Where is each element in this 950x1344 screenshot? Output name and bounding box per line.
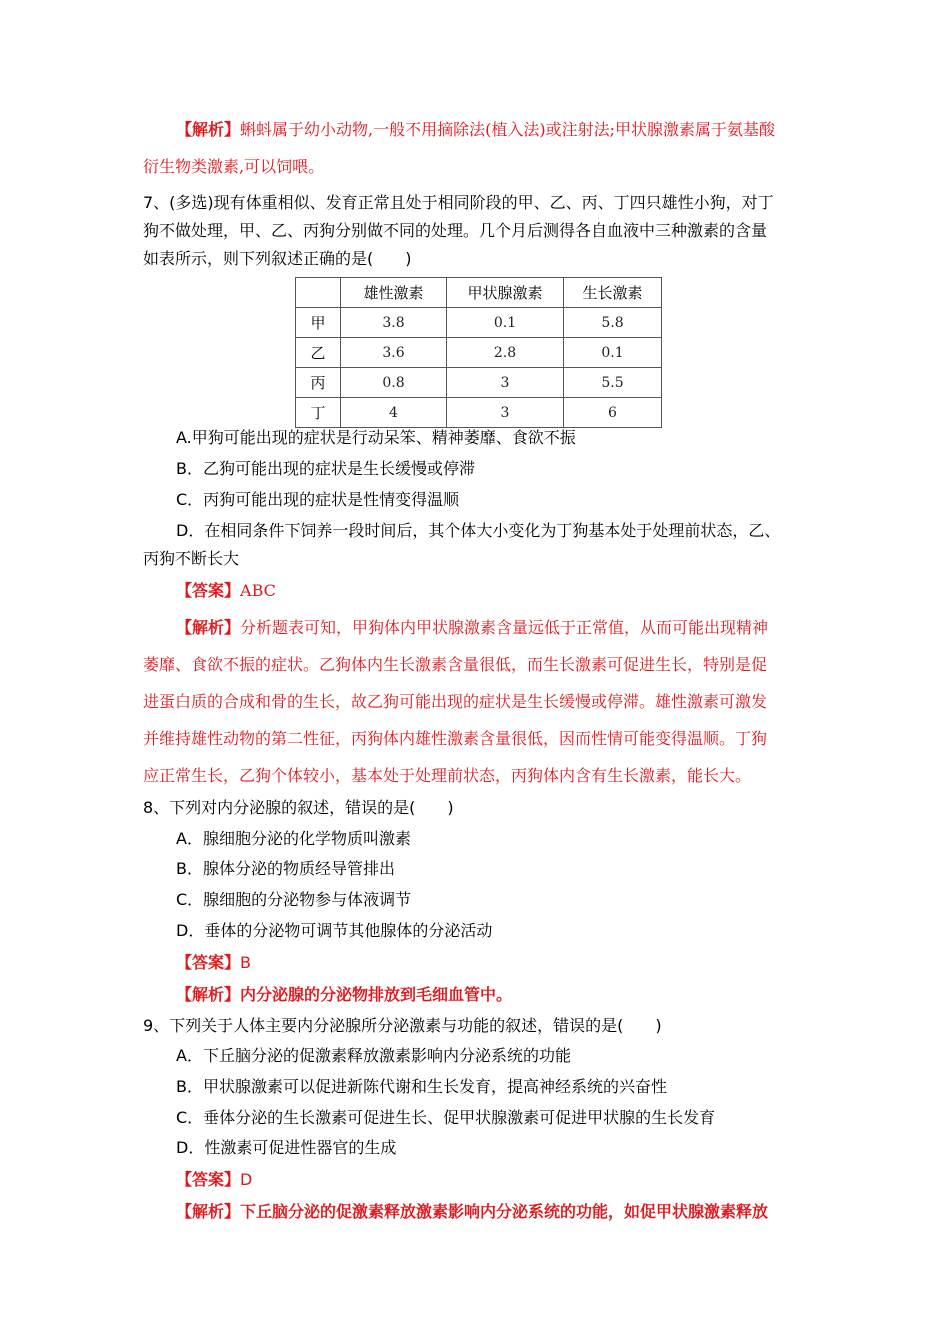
answer-value: ABC [240,581,276,600]
table-cell: 0.1 [564,338,662,368]
q7-option-b: B．乙狗可能出现的症状是生长缓慢或停滞 [176,459,475,478]
table-cell: 丙 [296,368,341,398]
table-cell: 3 [447,398,564,428]
table-cell: 3 [447,368,564,398]
table-cell: 5.8 [564,308,662,338]
table-cell: 0.8 [341,368,447,398]
hormone-table [295,277,662,428]
table-cell: 6 [564,398,662,428]
q7-stem-line2: 狗不做处理，甲、乙、丙狗分别做不同的处理。几个月后测得各自血液中三种激素的含量 [143,221,768,240]
q9-analysis [176,1202,768,1222]
table-row [296,368,662,398]
q7-analysis-line1 [176,618,768,638]
table-header-cell: 生长激素 [564,278,662,308]
answer-label: 【答案】 [176,581,241,600]
q8-option-d: D．垂体的分泌物可调节其他腺体的分泌活动 [176,921,493,940]
analysis-text: 下丘脑分泌的促激素释放激素影响内分泌系统的功能，如促甲状腺激素释放 [240,1202,769,1221]
analysis-label: 【解析】 [176,618,241,637]
q6-analysis-line1 [176,120,775,140]
q8-option-c: C．腺细胞的分泌物参与体液调节 [176,890,412,909]
table-cell: 3.6 [341,338,447,368]
q8-option-a: A．腺细胞分泌的化学物质叫激素 [176,829,411,848]
table-cell: 甲 [296,308,341,338]
q9-option-a: A．下丘脑分泌的促激素释放激素影响内分泌系统的功能 [176,1046,571,1065]
table-cell: 3.8 [341,308,447,338]
q8-option-b: B．腺体分泌的物质经导管排出 [176,859,395,878]
answer-label: 【答案】 [176,1170,241,1189]
q7-option-d-line1: D．在相同条件下饲养一段时间后，其个体大小变化为丁狗基本处于处理前状态，乙、 [176,521,781,540]
analysis-label: 【解析】 [176,985,241,1004]
q8-answer [176,953,251,973]
table-header-cell [296,278,341,308]
q9-option-d: D．性激素可促进性器官的生成 [176,1138,397,1157]
q9-stem: 9、下列关于人体主要内分泌腺所分泌激素与功能的叙述，错误的是( ) [143,1016,662,1035]
table-row [296,308,662,338]
q7-analysis-line5: 应正常生长，乙狗个体较小，基本处于处理前状态，丙狗体内含有生长激素，能长大。 [143,766,752,785]
q7-option-c: C．丙狗可能出现的症状是性情变得温顺 [176,490,460,509]
table-row [296,398,662,428]
q8-stem: 8、下列对内分泌腺的叙述，错误的是( ) [143,798,454,817]
q7-option-d-line2: 丙狗不断长大 [143,549,240,568]
table-header-cell: 雄性激素 [341,278,447,308]
table-header-row [296,278,662,308]
table-cell: 丁 [296,398,341,428]
table-cell: 乙 [296,338,341,368]
analysis-text: 内分泌腺的分泌物排放到毛细血管中。 [240,985,513,1004]
analysis-text: 分析题表可知，甲狗体内甲状腺激素含量远低于正常值，从而可能出现精神 [240,618,769,637]
table-row [296,338,662,368]
table-cell: 4 [341,398,447,428]
answer-value: B [240,953,251,972]
table-cell: 2.8 [447,338,564,368]
analysis-text: 蝌蚪属于幼小动物,一般不用摘除法(植入法)或注射法;甲状腺激素属于氨基酸 [240,120,775,139]
q9-option-b: B．甲状腺激素可以促进新陈代谢和生长发育，提高神经系统的兴奋性 [176,1077,667,1096]
answer-value: D [240,1170,253,1189]
q7-stem-line1: 7、(多选)现有体重相似、发育正常且处于相同阶段的甲、乙、丙、丁四只雄性小狗，对丁 [143,193,774,212]
answer-label: 【答案】 [176,953,241,972]
q8-analysis [176,985,512,1005]
q7-analysis-line3: 进蛋白质的合成和骨的生长，故乙狗可能出现的症状是生长缓慢或停滞。雄性激素可激发 [143,692,768,711]
q6-analysis-line2: 衍生物类激素,可以饲喂。 [143,157,325,176]
q7-option-a: A.甲狗可能出现的症状是行动呆笨、精神萎靡、食欲不振 [176,428,576,447]
q7-answer [176,581,276,601]
q7-analysis-line4: 并维持雄性动物的第二性征，丙狗体内雄性激素含量很低，因而性情可能变得温顺。丁狗 [143,729,768,748]
q7-analysis-line2: 萎靡、食欲不振的症状。乙狗体内生长激素含量很低，而生长激素可促进生长，特别是促 [143,655,768,674]
analysis-label: 【解析】 [176,1202,241,1221]
table-cell: 0.1 [447,308,564,338]
table-cell: 5.5 [564,368,662,398]
table-header-cell: 甲状腺激素 [447,278,564,308]
q7-stem-line3: 如表所示，则下列叙述正确的是( ) [143,249,412,268]
q9-answer [176,1170,252,1190]
analysis-label: 【解析】 [176,120,241,139]
q9-option-c: C．垂体分泌的生长激素可促进生长、促甲状腺激素可促进甲状腺的生长发育 [176,1108,716,1127]
